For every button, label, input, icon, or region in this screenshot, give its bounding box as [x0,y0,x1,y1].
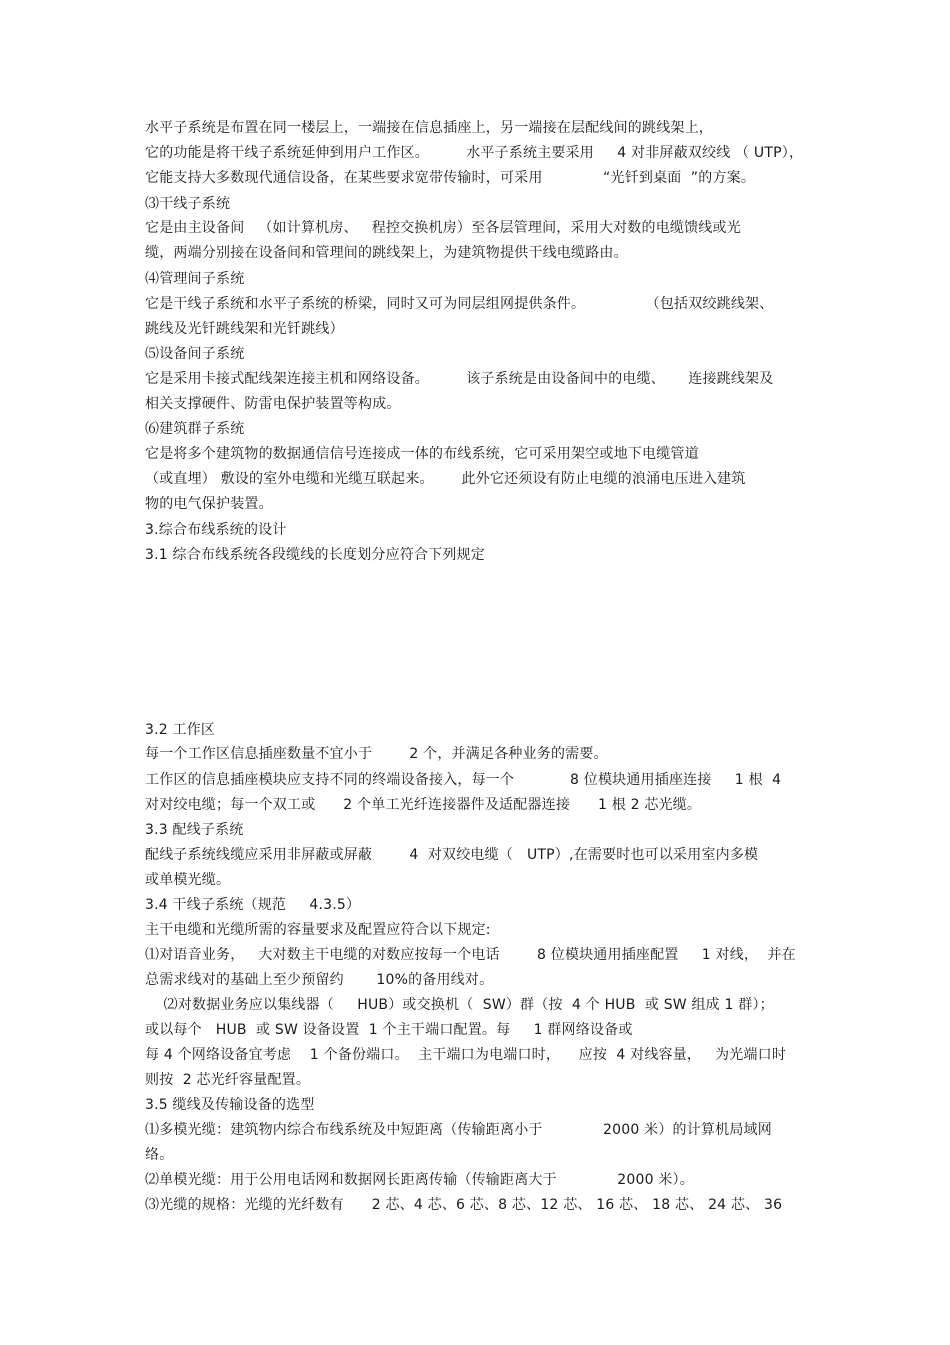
text-line: （或直埋） 敷设的室外电缆和光缆互联起来。 此外它还须设有防止电缆的浪涌电压进入建筑 [145,471,746,487]
text-line: 缆，两端分别接在设备间和管理间的跳线架上，为建筑物提供干线电缆路由。 [145,245,628,261]
text-line: 物的电气保护装置。 [145,496,273,512]
text-line: 水平子系统是布置在同一楼层上，一端接在信息插座上，另一端接在层配线间的跳线架上， [145,120,713,136]
text-line: ⑴对语音业务， 大对数主干电缆的对数应按每一个电话 8 位模块通用插座配置 1 对线， 并在 [145,947,796,963]
section-heading: 3.2 工作区 [145,722,216,738]
section-heading: 3.1 综合布线系统各段缆线的长度划分应符合下列规定 [145,547,485,563]
text-line: 跳线及光钎跳线架和光钎跳线） [145,321,344,337]
text-line: 相关支撑硬件、防雷电保护装置等构成。 [145,396,401,412]
text-line: ⑵单模光缆：用于公用电话网和数据网长距离传输（传输距离大于 2000 米）。 [145,1172,694,1188]
section-heading: 3.4 干线子系统（规范 4.3.5） [145,897,361,913]
section-heading: 3.5 缆线及传输设备的选型 [145,1097,315,1113]
text-line: 总需求线对的基础上至少预留约 10%的备用线对。 [145,972,494,988]
section-heading: 3.综合布线系统的设计 [145,522,287,538]
text-line: ⑵对数据业务应以集线器（ HUB）或交换机（ SW）群（按 4 个 HUB 或 SW 组成 1 群）； [145,997,774,1013]
section-heading: ⑷管理间子系统 [145,271,245,287]
text-line: ⑴多模光缆：建筑物内综合布线系统及中短距离（传输距离小于 2000 米）的计算机局域网 [145,1122,772,1138]
section-heading: ⑹建筑群子系统 [145,421,245,437]
text-line: 或以每个 HUB 或 SW 设备设置 1 个主干端口配置。每 1 群网络设备或 [145,1022,633,1038]
text-line: 或单模光缆。 [145,872,231,888]
text-line: 它的功能是将干线子系统延伸到用户工作区。 水平子系统主要采用 4 对非屏蔽双绞线 （ UTP）， [145,145,804,161]
text-line: ⑶光缆的规格：光缆的光纤数有 2 芯、4 芯、6 芯、8 芯、12 芯、 16 芯、 18 芯、 24 芯、 36 [145,1197,783,1213]
text-line: 主干电缆和光缆所需的容量要求及配置应符合以下规定: [145,922,491,938]
section-heading: ⑸设备间子系统 [145,346,245,362]
section-heading: ⑶干线子系统 [145,196,231,212]
text-line: 它能支持大多数现代通信设备，在某些要求宽带传输时，可采用 “光钎到桌面 ”的方案。 [145,170,756,186]
text-line: 它是干线子系统和水平子系统的桥梁，同时又可为同层组网提供条件。 （包括双绞跳线架、 [145,296,774,312]
text-line: 络。 [145,1147,174,1163]
text-line: 每一个工作区信息插座数量不宜小于 2 个，并满足各种业务的需要。 [145,746,608,762]
text-line: 工作区的信息插座模块应支持不同的终端设备接入，每一个 8 位模块通用插座连接 1 根 4 [145,772,782,788]
text-line: 它是采用卡接式配线架连接主机和网络设备。 该子系统是由设备间中的电缆、 连接跳线架及 [145,371,774,387]
text-line: 配线子系统线缆应采用非屏蔽或屏蔽 4 对双绞电缆（ UTP）,在需要时也可以采用室内多模 [145,847,759,863]
text-line: 它是将多个建筑物的数据通信信号连接成一体的布线系统，它可采用架空或地下电缆管道 [145,446,699,462]
text-line: 它是由主设备间 （如计算机房、 程控交换机房）至各层管理间，采用大对数的电缆馈线或光 [145,220,741,236]
section-heading: 3.3 配线子系统 [145,822,244,838]
text-line: 对对绞电缆；每一个双工或 2 个单工光纤连接器件及适配器连接 1 根 2 芯光缆。 [145,797,702,813]
text-line: 每 4 个网络设备宜考虑 1 个备份端口。 主干端口为电端口时， 应按 4 对线容量， 为光端口时 [145,1047,787,1063]
text-line: 则按 2 芯光纤容量配置。 [145,1072,311,1088]
